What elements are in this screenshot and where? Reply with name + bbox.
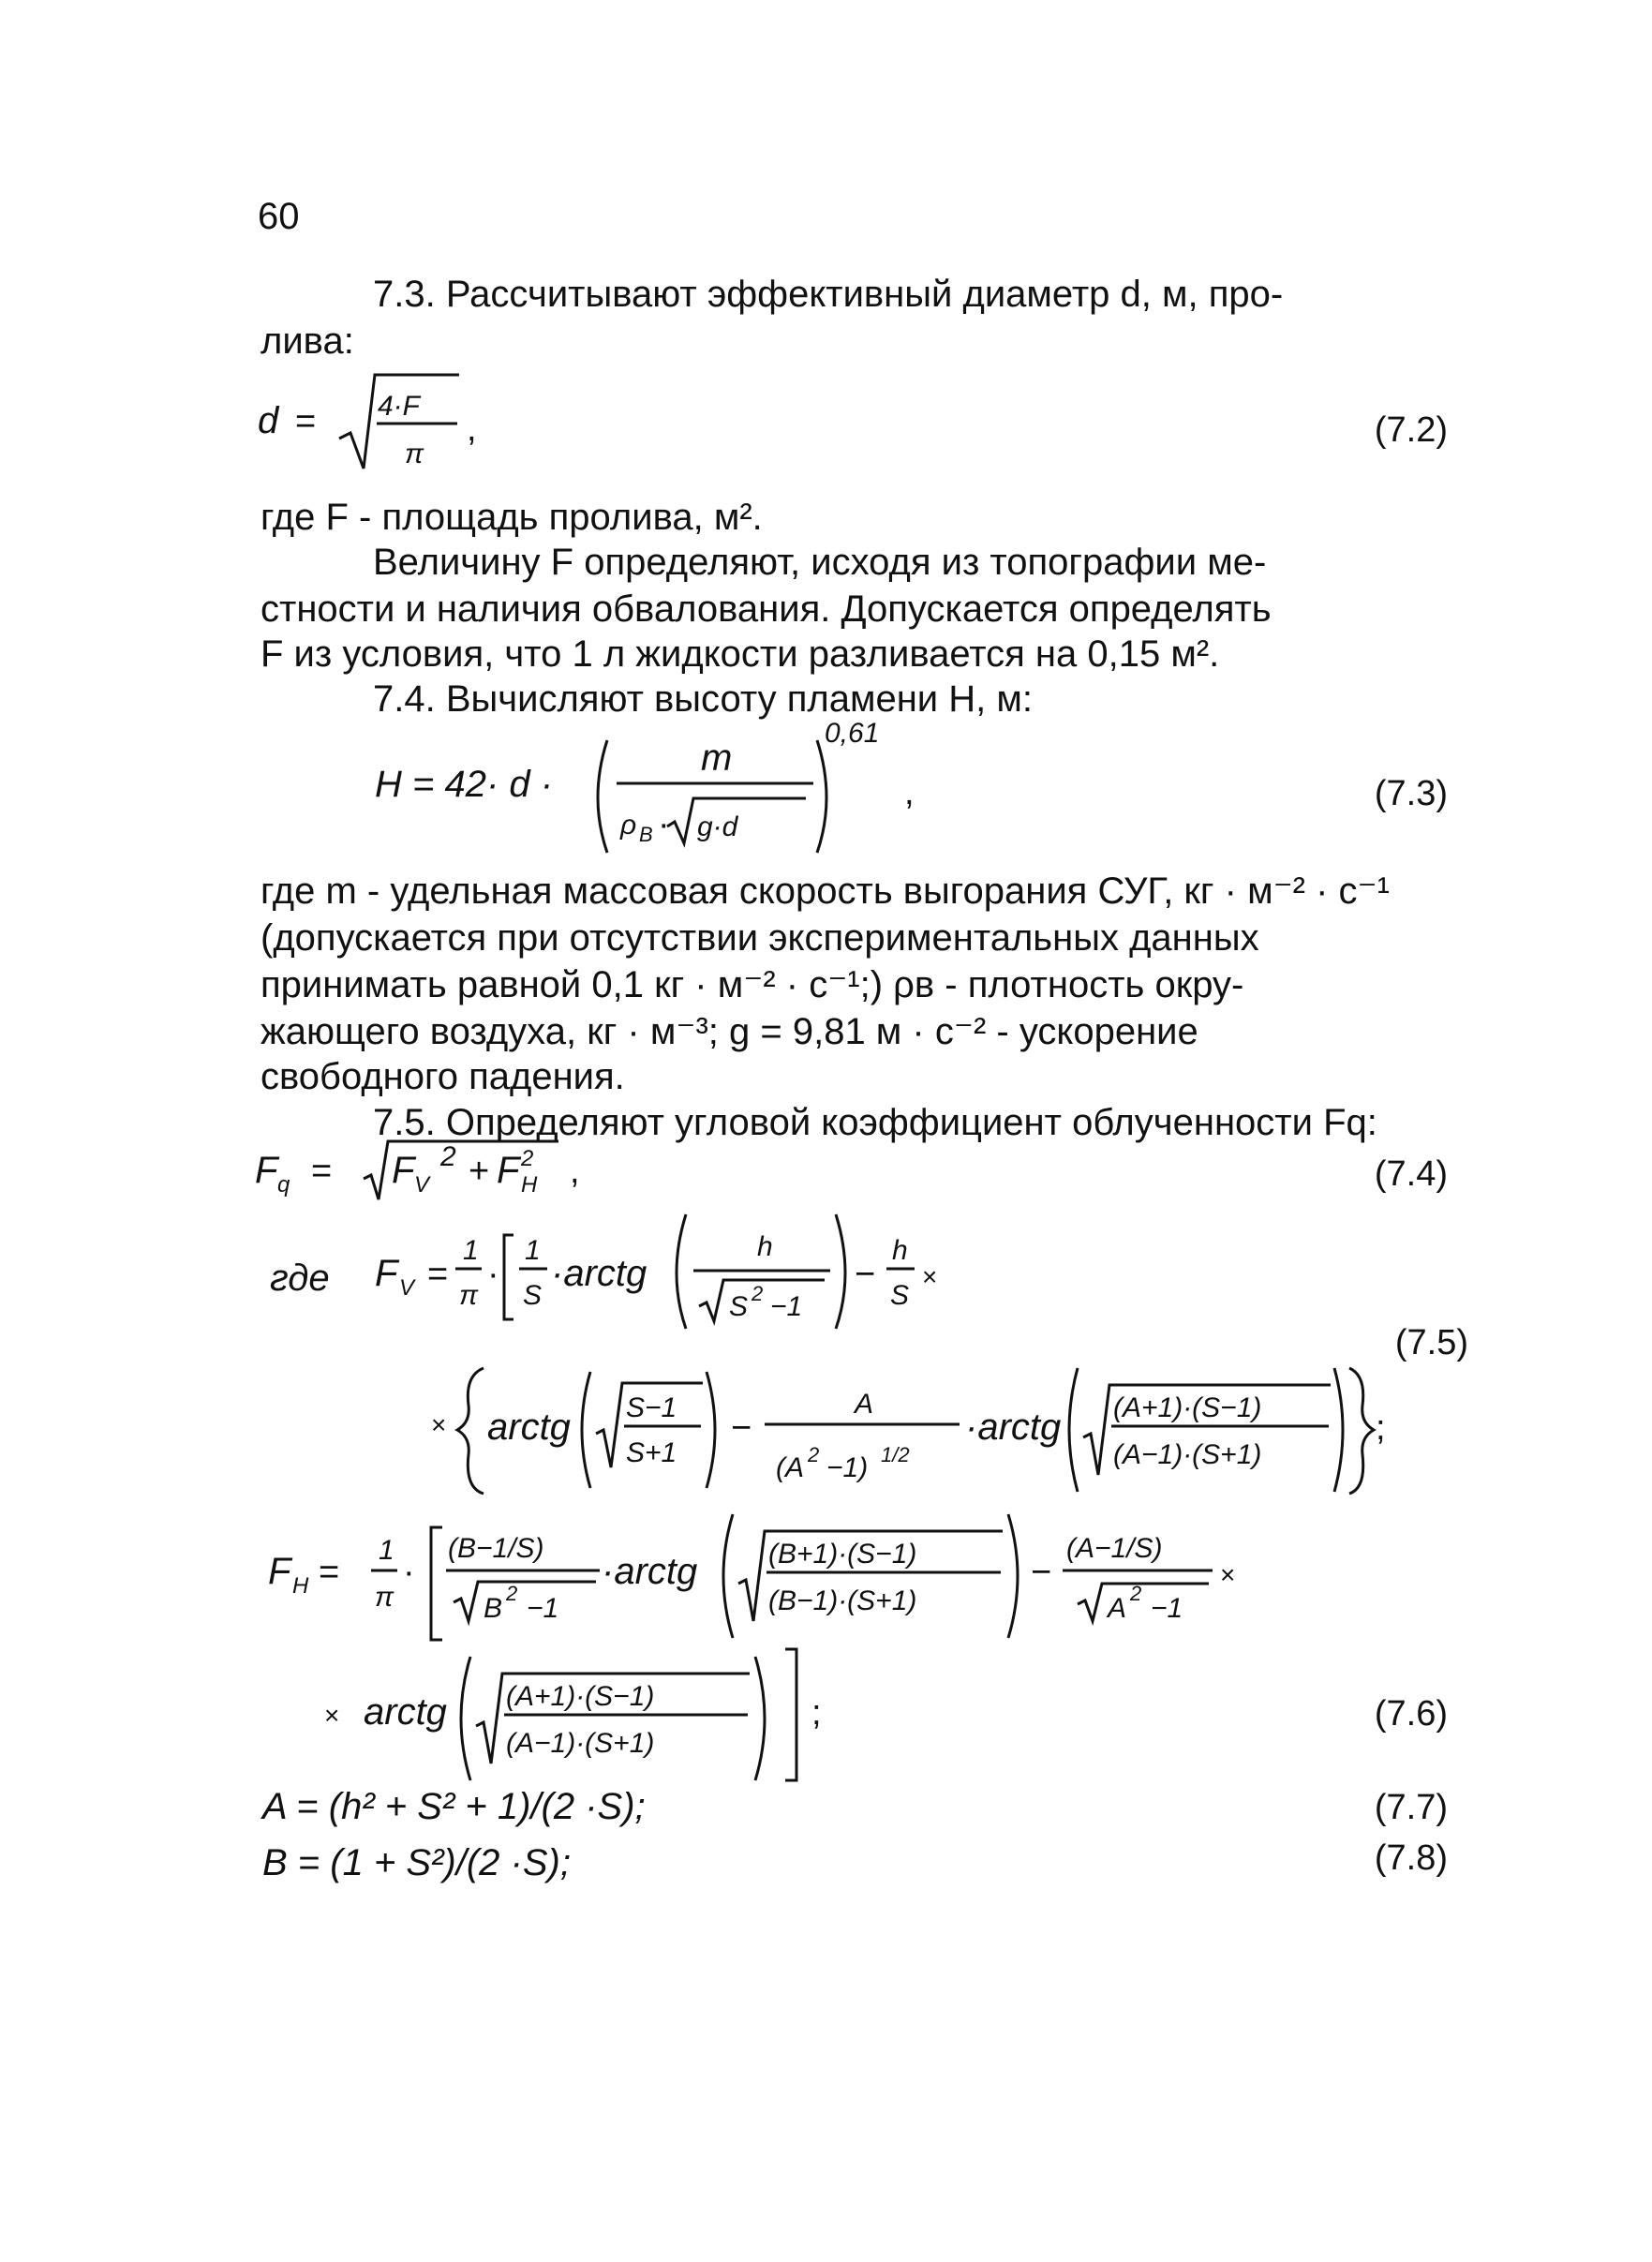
- svg-text:−1: −1: [1151, 1593, 1183, 1624]
- svg-text:+: +: [469, 1152, 490, 1191]
- svg-text:S: S: [890, 1280, 910, 1311]
- svg-text:(B−1/S): (B−1/S): [448, 1533, 544, 1564]
- svg-text:2: 2: [521, 1146, 534, 1171]
- svg-text:arctg: arctg: [487, 1406, 571, 1448]
- svg-text:×: ×: [431, 1410, 447, 1439]
- svg-text:g·d: g·d: [697, 811, 738, 842]
- svg-text:2: 2: [506, 1582, 518, 1605]
- svg-text:×: ×: [1220, 1560, 1236, 1589]
- svg-text:2: 2: [752, 1282, 764, 1305]
- svg-text:−: −: [731, 1408, 752, 1448]
- page-number: 60: [258, 196, 300, 237]
- svg-text:(B+1)·(S−1): (B+1)·(S−1): [768, 1539, 917, 1570]
- svg-text:S: S: [523, 1280, 543, 1311]
- formula-7-8: B = (1 + S²)/(2 ·S);: [262, 1842, 571, 1883]
- svg-text:=: =: [295, 402, 317, 441]
- para-m-line3: принимать равной 0,1 кг · м⁻² · с⁻¹;) ρв - плотность окру-: [260, 964, 1244, 1005]
- svg-text:·arctg: ·arctg: [551, 1253, 647, 1294]
- para-F-line3: F из условия, что 1 л жидкости разливается на 0,15 м².: [260, 633, 1220, 675]
- svg-text:2: 2: [808, 1443, 820, 1466]
- where-F-definition: где F - площадь пролива, м².: [260, 497, 763, 538]
- svg-text:π: π: [405, 439, 424, 469]
- section-7-3-line2: лива:: [260, 320, 354, 362]
- para-m-line5: свободного падения.: [260, 1056, 625, 1097]
- svg-text:A: A: [1108, 1593, 1127, 1624]
- svg-text:(A: (A: [776, 1452, 804, 1483]
- svg-text:,: ,: [904, 773, 915, 812]
- svg-text:·: ·: [487, 1255, 499, 1294]
- svg-text:m: m: [701, 737, 733, 779]
- svg-text:H = 42· d ·: H = 42· d ·: [375, 764, 554, 805]
- svg-text:,: ,: [570, 1152, 580, 1191]
- svg-text:arctg: arctg: [364, 1691, 447, 1733]
- section-7-3-line1: 7.3. Рассчитывают эффективный диаметр d, м, про-: [373, 274, 1284, 315]
- svg-text:S−1: S−1: [626, 1392, 677, 1423]
- svg-text:·arctg: ·arctg: [602, 1551, 698, 1592]
- svg-text:(A−1)·(S+1): (A−1)·(S+1): [506, 1728, 655, 1759]
- svg-text:B: B: [639, 823, 653, 846]
- svg-text:F: F: [497, 1150, 520, 1191]
- where-label: где: [270, 1257, 330, 1299]
- para-m-line4: жающего воздуха, кг · м⁻³; g = 9,81 м · с⁻² - ускорение: [260, 1011, 1198, 1052]
- svg-text:−: −: [855, 1255, 876, 1294]
- svg-text:1: 1: [379, 1535, 394, 1566]
- svg-text:B: B: [484, 1593, 503, 1624]
- para-m-line2: (допускается при отсутствии экспериментальных данных: [260, 917, 1259, 959]
- equation-number-7-4: (7.4): [1374, 1154, 1448, 1194]
- svg-text:q: q: [277, 1172, 290, 1198]
- equation-number-7-7: (7.7): [1374, 1788, 1448, 1827]
- formula-7-7: A = (h² + S² + 1)/(2 ·S);: [262, 1786, 646, 1827]
- svg-text:h: h: [892, 1235, 908, 1266]
- svg-text:;: ;: [1376, 1408, 1386, 1448]
- svg-text:(A+1)·(S−1): (A+1)·(S−1): [506, 1681, 655, 1712]
- equation-number-7-2: (7.2): [1374, 410, 1448, 450]
- svg-text:H: H: [521, 1172, 538, 1198]
- svg-text:1: 1: [463, 1235, 479, 1266]
- svg-text:2: 2: [440, 1141, 456, 1172]
- svg-text:V: V: [414, 1172, 430, 1198]
- exponent-0-61: 0,61: [825, 718, 880, 749]
- svg-text:=: =: [311, 1152, 333, 1191]
- svg-text:−1): −1): [826, 1452, 869, 1483]
- svg-text:ρ: ρ: [620, 810, 637, 841]
- svg-text:S+1: S+1: [626, 1437, 677, 1468]
- equation-number-7-8: (7.8): [1374, 1838, 1448, 1878]
- svg-text:,: ,: [467, 409, 477, 449]
- svg-text:F: F: [255, 1150, 278, 1191]
- svg-text:×: ×: [324, 1701, 340, 1730]
- svg-text:F: F: [268, 1551, 291, 1592]
- para-F-line2: стности и наличия обвалования. Допускается определять: [260, 588, 1272, 630]
- equation-number-7-5: (7.5): [1394, 1323, 1468, 1362]
- section-7-5: 7.5. Определяют угловой коэффициент облученности Fq:: [373, 1102, 1377, 1143]
- svg-text:·: ·: [403, 1553, 415, 1592]
- svg-text:π: π: [459, 1280, 479, 1311]
- svg-text:h: h: [757, 1231, 773, 1262]
- svg-text:−: −: [1031, 1553, 1052, 1592]
- svg-text:·: ·: [658, 805, 670, 844]
- svg-text:·arctg: ·arctg: [965, 1406, 1062, 1448]
- para-F-line1: Величину F определяют, исходя из топографии ме-: [373, 542, 1267, 583]
- svg-text:×: ×: [922, 1262, 938, 1291]
- svg-text:V: V: [399, 1275, 415, 1301]
- equation-number-7-3: (7.3): [1374, 774, 1448, 813]
- svg-text:(A+1)·(S−1): (A+1)·(S−1): [1113, 1392, 1262, 1423]
- svg-text:(B−1)·(S+1): (B−1)·(S+1): [768, 1585, 917, 1616]
- para-m-line1: где m - удельная массовая скорость выгорания СУГ, кг · м⁻² · с⁻¹: [260, 871, 1390, 912]
- svg-text:4·F: 4·F: [378, 391, 420, 422]
- svg-text:d: d: [258, 400, 279, 441]
- svg-text:F: F: [375, 1253, 398, 1294]
- svg-text:−1: −1: [770, 1291, 803, 1322]
- svg-text:(A−1)·(S+1): (A−1)·(S+1): [1113, 1439, 1262, 1470]
- svg-text:−1: −1: [527, 1593, 559, 1624]
- section-7-4: 7.4. Вычисляют высоту пламени H, м:: [373, 678, 1033, 720]
- svg-text:S: S: [729, 1291, 749, 1322]
- svg-text:1/2: 1/2: [881, 1443, 910, 1466]
- svg-text:A: A: [855, 1389, 874, 1420]
- equation-number-7-6: (7.6): [1374, 1694, 1448, 1734]
- svg-text:F: F: [392, 1150, 415, 1191]
- svg-text:1: 1: [525, 1235, 541, 1266]
- svg-text:π: π: [375, 1582, 394, 1613]
- svg-text:2: 2: [1130, 1582, 1142, 1605]
- svg-text:=: =: [319, 1553, 340, 1592]
- svg-text:H: H: [292, 1573, 309, 1599]
- svg-text:;: ;: [811, 1693, 822, 1733]
- svg-text:=: =: [427, 1255, 449, 1294]
- svg-text:(A−1/S): (A−1/S): [1066, 1533, 1163, 1564]
